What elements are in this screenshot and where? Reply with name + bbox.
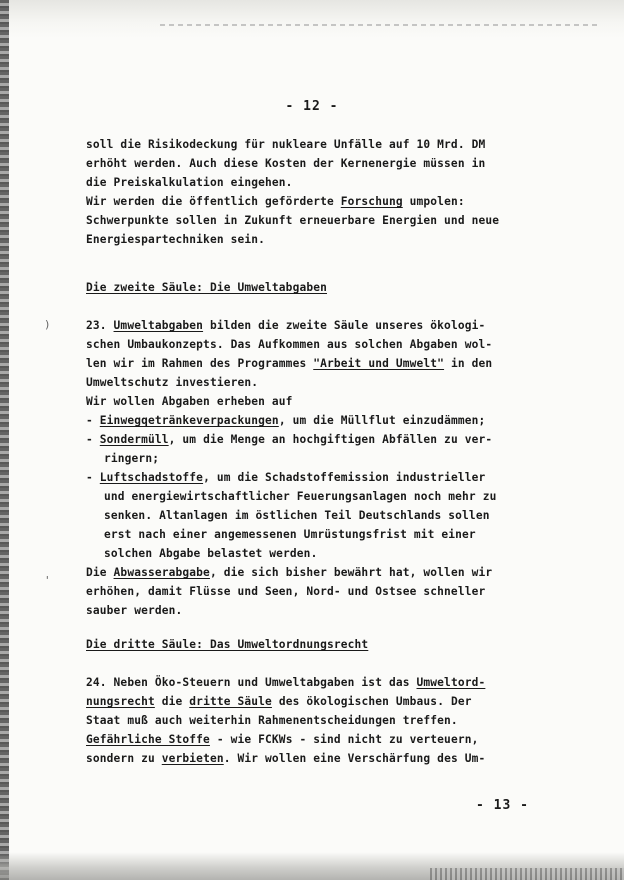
underlined-term: verbieten	[161, 752, 224, 765]
text-line	[86, 693, 472, 711]
margin-mark: '	[44, 574, 51, 587]
text-span: umpolen:	[402, 195, 465, 208]
text-line	[86, 731, 479, 749]
underlined-term: dritte Säule	[189, 695, 272, 708]
text-line: solchen Abgabe belastet werden.	[104, 547, 318, 560]
text-span: des ökologischen Umbaus. Der	[271, 695, 472, 708]
text-line: erhöht werden. Auch diese Kosten der Kernenergie müssen in	[86, 157, 486, 170]
text-span: Wir werden die öffentlich geförderte	[86, 195, 341, 208]
bullet-item	[86, 412, 485, 430]
bullet-dash: -	[86, 414, 100, 427]
underlined-term: Gefährliche Stoffe	[86, 733, 210, 746]
bullet-item	[86, 431, 492, 449]
text-span: Die	[86, 566, 114, 579]
text-span: bilden die zweite Säule unseres ökologi-	[203, 319, 486, 332]
text-line: sauber werden.	[86, 604, 183, 617]
underlined-term: Luftschadstoffe	[99, 471, 204, 484]
underlined-term: Umweltabgaben	[113, 319, 204, 332]
scan-artifact-bottom	[430, 868, 624, 880]
text-span: sondern zu	[86, 752, 162, 765]
underlined-term: Sondermüll	[99, 433, 169, 446]
text-line: erhöhen, damit Flüsse und Seen, Nord- und Ostsee schneller	[86, 585, 486, 598]
text-line	[86, 193, 465, 211]
underlined-term: Abwasserabgabe	[113, 566, 210, 579]
text-span: len wir im Rahmen des Programmes	[86, 357, 314, 370]
text-line	[86, 317, 485, 335]
text-line: und energiewirtschaftlicher Feuerungsanlagen noch mehr zu	[104, 490, 497, 503]
text-span: , um die Müllflut einzudämmen;	[278, 414, 486, 427]
text-line	[86, 355, 492, 373]
text-line: schen Umbaukonzepts. Das Aufkommen aus solchen Abgaben wol-	[86, 338, 493, 351]
page-number-top: - 12 -	[285, 99, 339, 114]
section-heading: Die zweite Säule: Die Umweltabgaben	[86, 281, 327, 294]
underlined-term: "Arbeit und Umwelt"	[313, 357, 445, 370]
text-line: die Preiskalkulation eingehen.	[86, 176, 293, 189]
underlined-term: Umweltord-	[416, 676, 486, 689]
scan-artifact-line	[160, 24, 600, 26]
section-heading: Die dritte Säule: Das Umweltordnungsrecht	[86, 638, 369, 651]
text-line: soll die Risikodeckung für nukleare Unfälle auf 10 Mrd. DM	[86, 138, 486, 151]
text-line	[86, 564, 492, 582]
text-span: , um die Menge an hochgiftigen Abfällen zu ver-	[168, 433, 493, 446]
text-line: Umweltschutz investieren.	[86, 376, 259, 389]
scan-edge-left	[0, 0, 9, 880]
text-span: die	[154, 695, 190, 708]
text-line: Schwerpunkte sollen in Zukunft erneuerbare Energien und neue	[86, 214, 500, 227]
underlined-term: Forschung	[340, 195, 403, 208]
text-span: . Wir wollen eine Verschärfung des Um-	[223, 752, 486, 765]
text-span: in den	[444, 357, 493, 370]
text-span: 24. Neben Öko-Steuern und Umweltabgaben ist das	[86, 676, 417, 689]
underlined-term: nungsrecht	[86, 695, 155, 708]
underlined-term: Einwegqetränkeverpackungen	[99, 414, 279, 427]
text-span: , um die Schadstoffemission industrieller	[203, 471, 486, 484]
text-line: Wir wollen Abgaben erheben auf	[86, 395, 293, 408]
text-line: ringern;	[104, 452, 160, 465]
text-line	[86, 674, 485, 692]
text-line: Energiespartechniken sein.	[86, 233, 266, 246]
text-span: - wie FCKWs - sind nicht zu verteuern,	[209, 733, 479, 746]
text-line: senken. Altanlagen im östlichen Teil Deutschlands sollen	[104, 509, 490, 522]
text-span: , die sich bisher bewährt hat, wollen wir	[209, 566, 493, 579]
margin-mark: )	[44, 318, 51, 331]
text-line: Staat muß auch weiterhin Rahmenentscheidungen treffen.	[86, 714, 458, 727]
text-line	[86, 750, 485, 768]
bullet-item	[86, 469, 485, 487]
scan-edge-top	[0, 0, 624, 38]
bullet-dash: -	[86, 433, 100, 446]
page-number-bottom: - 13 -	[476, 798, 529, 813]
bullet-dash: -	[86, 471, 100, 484]
text-line: erst nach einer angemessenen Umrüstungsfrist mit einer	[104, 528, 476, 541]
paragraph-number: 23.	[86, 319, 114, 332]
